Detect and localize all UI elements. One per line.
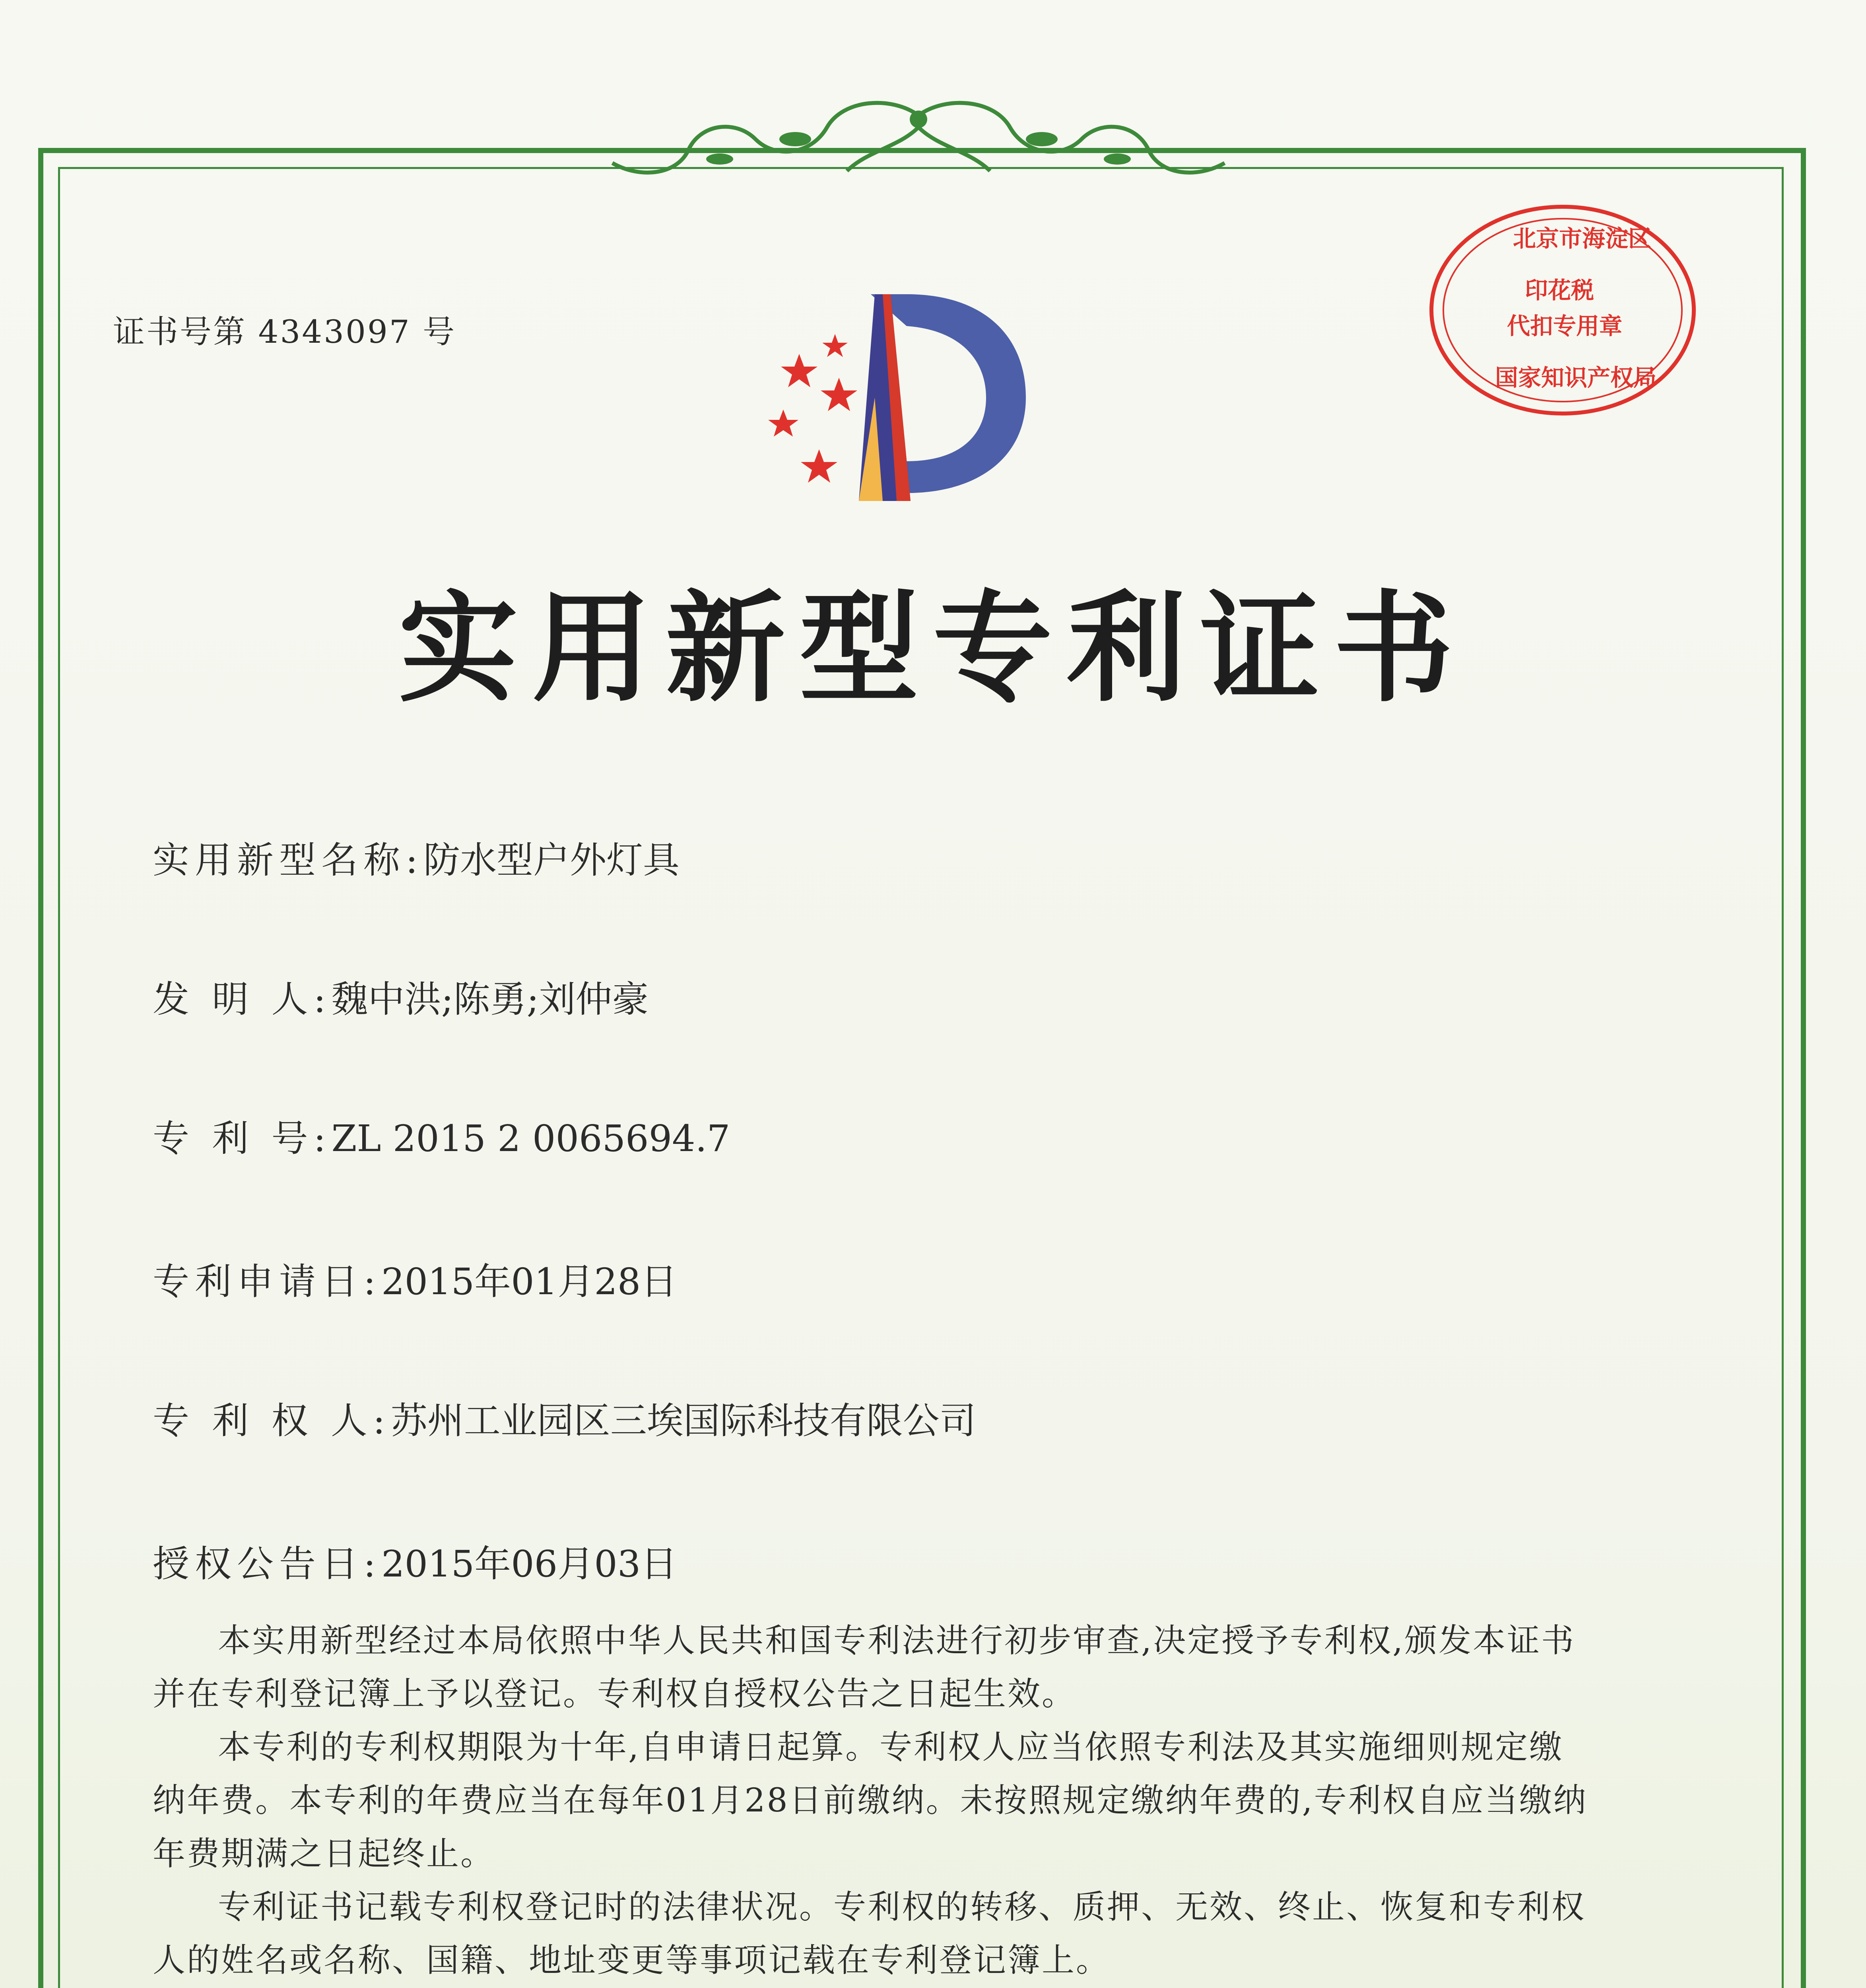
document-title: 实用新型专利证书 bbox=[398, 579, 1468, 718]
field-filing-date bbox=[153, 1252, 677, 1305]
field-patent-number bbox=[153, 1109, 730, 1162]
patentee-value: 苏州工业园区三埃国际科技有限公司 bbox=[390, 1400, 976, 1442]
certificate-number bbox=[113, 306, 456, 352]
certificate-body bbox=[153, 1614, 1592, 1987]
tax-stamp bbox=[1419, 199, 1706, 421]
body-paragraph-3: 专利证书记载专利权登记时的法律状况。专利权的转移、质押、无效、终止、恢复和专利权人的姓名或名称、国籍、地址变更等事项记载在专利登记簿上。 bbox=[153, 1888, 1586, 1979]
grant-date-label: 授权公告日: bbox=[153, 1543, 381, 1585]
field-grant-date bbox=[153, 1535, 677, 1587]
svg-text:代扣专用章: 代扣专用章 bbox=[1507, 313, 1623, 340]
inventors-value: 魏中洪;陈勇;刘仲豪 bbox=[331, 978, 649, 1021]
patent-office-logo bbox=[740, 278, 1042, 525]
patent-number-value: ZL 2015 2 0065694.7 bbox=[331, 1117, 730, 1160]
utility-model-name-value: 防水型户外灯具 bbox=[423, 839, 680, 881]
filing-date-value: 2015年01月28日 bbox=[381, 1260, 678, 1303]
field-patentee bbox=[153, 1392, 976, 1444]
field-utility-model-name bbox=[153, 831, 680, 883]
certificate-number-value: 4343097 bbox=[258, 313, 411, 350]
filing-date-label: 专利申请日: bbox=[153, 1260, 381, 1303]
top-ornament bbox=[588, 91, 1249, 195]
grant-date-value: 2015年06月03日 bbox=[381, 1543, 678, 1585]
body-paragraph-2: 本专利的专利权期限为十年,自申请日起算。专利权人应当依照专利法及其实施细则规定缴纳年费。本专利的年费应当在每年01月28日前缴纳。未按照规定缴纳年费的,专利权自应当缴纳年费期满之日起终止。 bbox=[153, 1728, 1588, 1873]
svg-text:国家知识产权局: 国家知识产权局 bbox=[1495, 364, 1657, 391]
inventors-label: 发 明 人: bbox=[153, 978, 332, 1021]
certificate-number-label: 证书号第 bbox=[113, 313, 247, 350]
body-paragraph-1: 本实用新型经过本局依照中华人民共和国专利法进行初步审查,决定授予专利权,颁发本证书并在专利登记簿上予以登记。专利权自授权公告之日起生效。 bbox=[153, 1622, 1576, 1713]
patent-number-label: 专 利 号: bbox=[153, 1117, 332, 1160]
svg-text:北京市海淀区: 北京市海淀区 bbox=[1513, 225, 1652, 252]
utility-model-name-label: 实用新型名称: bbox=[153, 839, 423, 881]
certificate-number-suffix: 号 bbox=[423, 313, 456, 350]
svg-text:印花税: 印花税 bbox=[1525, 277, 1594, 304]
patentee-label: 专 利 权 人: bbox=[153, 1400, 391, 1442]
field-inventors bbox=[153, 970, 649, 1023]
